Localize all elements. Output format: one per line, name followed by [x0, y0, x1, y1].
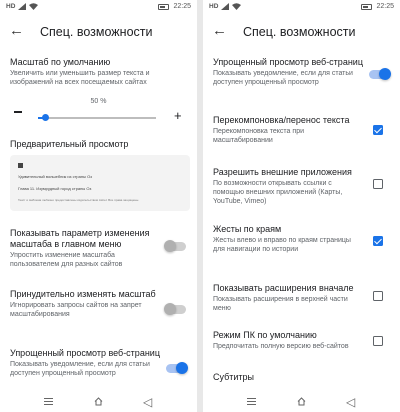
menu-lines-icon[interactable]	[247, 398, 256, 405]
wifi-icon	[232, 3, 241, 10]
app-bar	[0, 18, 197, 46]
setting-edge-gestures[interactable]	[213, 224, 393, 254]
home-icon[interactable]	[297, 397, 306, 406]
setting-title: Показывать параметр изменения масштаба в главном меню	[10, 228, 150, 249]
setting-subtitle: Показывать уведомление, если для статьи доступен упрощенный просмотр	[213, 70, 353, 86]
setting-subtitle: Игнорировать запросы сайтов на запрет масштабирования	[10, 302, 142, 318]
navigation-bar	[0, 392, 197, 412]
simplified-view-toggle[interactable]	[369, 70, 389, 79]
battery-icon	[158, 4, 169, 10]
zoom-setting	[10, 57, 190, 87]
setting-subtitle: Показывать уведомление, если для статьи доступен упрощенный просмотр	[10, 361, 150, 377]
toggle-knob	[379, 68, 391, 80]
zoom-title: Масштаб по умолчанию	[10, 57, 111, 67]
text-reflow-checkbox[interactable]	[373, 125, 383, 135]
signal-icon	[221, 3, 229, 10]
setting-subtitles[interactable]	[213, 372, 393, 383]
page-title: Спец. возможности	[40, 25, 153, 39]
text-preview-card	[10, 155, 190, 211]
network-type: HD	[209, 3, 219, 10]
desktop-mode-checkbox[interactable]	[373, 336, 383, 346]
battery-icon	[361, 4, 372, 10]
setting-title: Упрощенный просмотр веб-страниц	[213, 57, 363, 67]
setting-extensions-first[interactable]	[213, 283, 393, 313]
back-arrow-icon[interactable]: ←	[9, 22, 24, 39]
back-arrow-icon[interactable]: ←	[212, 22, 227, 39]
edge-gestures-checkbox[interactable]	[373, 236, 383, 246]
setting-title: Упрощенный просмотр веб-страниц	[10, 348, 160, 358]
setting-simplified-view[interactable]	[10, 348, 190, 378]
setting-text-reflow[interactable]	[213, 115, 393, 145]
setting-external-apps[interactable]	[213, 167, 393, 206]
setting-subtitle: По возможности открывать ссылки с помощью внешних приложений (Карты, YouTube, Vimeo)	[213, 180, 343, 205]
setting-title: Жесты по краям	[213, 224, 282, 234]
preview-title: Предварительный просмотр	[10, 139, 129, 149]
setting-simplified-view[interactable]	[213, 57, 393, 87]
setting-subtitle: Жесты влево и вправо по краям страницы для навигации по истории	[213, 237, 351, 253]
zoom-slider[interactable]	[38, 117, 156, 119]
setting-title: Разрешить внешние приложения	[213, 167, 352, 177]
right-screen	[203, 0, 400, 412]
network-type: HD	[6, 3, 16, 10]
signal-icon	[18, 3, 26, 10]
zoom-minus-button[interactable]	[14, 111, 22, 113]
external-apps-checkbox[interactable]	[373, 179, 383, 189]
zoom-value: 50 %	[90, 98, 107, 105]
toggle-knob	[164, 303, 176, 315]
force-zoom-toggle[interactable]	[166, 305, 186, 314]
menu-lines-icon[interactable]	[44, 398, 53, 405]
setting-subtitle: Перекомпоновка текста при масштабировании	[213, 128, 304, 144]
setting-subtitle: Упростить изменение масштаба пользователем для разных сайтов	[10, 252, 123, 268]
clock: 22:25	[376, 3, 394, 10]
setting-title: Перекомпоновка/перенос текста	[213, 115, 350, 125]
zoom-slider-thumb[interactable]	[42, 114, 49, 121]
status-bar	[203, 0, 400, 16]
toggle-knob	[176, 362, 188, 374]
preview-note: Текст и эмблема любезно предоставлены издательством Astrel. Все права защищены.	[18, 198, 140, 202]
setting-zoom-in-menu[interactable]	[10, 228, 190, 269]
extensions-first-checkbox[interactable]	[373, 291, 383, 301]
triangle-back-icon[interactable]: ◁	[346, 395, 356, 409]
triangle-back-icon[interactable]: ◁	[143, 395, 153, 409]
zoom-in-menu-toggle[interactable]	[166, 242, 186, 251]
setting-subtitle: Предпочитать полную версию веб-сайтов	[213, 343, 349, 350]
zoom-plus-button[interactable]: +	[174, 108, 182, 123]
setting-desktop-mode[interactable]	[213, 330, 393, 351]
setting-title: Показывать расширения вначале	[213, 283, 354, 293]
app-bar	[203, 18, 400, 46]
setting-subtitle: Показывать расширения в верхней части меню	[213, 296, 348, 312]
book-icon	[18, 163, 23, 168]
setting-title: Принудительно изменять масштаб	[10, 289, 156, 299]
home-icon[interactable]	[94, 397, 103, 406]
simplified-view-toggle[interactable]	[166, 364, 186, 373]
left-screen	[0, 0, 197, 412]
preview-book-name: Удивительный волшебник из страны Оз	[18, 174, 93, 179]
status-bar	[0, 0, 197, 16]
zoom-subtitle: Увеличить или уменьшить размер текста и изображений на всех посещаемых сайтах	[10, 70, 150, 86]
setting-title: Субтитры	[213, 372, 255, 382]
preview-section	[10, 139, 190, 150]
toggle-knob	[164, 240, 176, 252]
setting-force-zoom[interactable]	[10, 289, 190, 319]
preview-chapter: Глава 11. Изумрудный город страны Оз	[18, 186, 92, 191]
setting-title: Режим ПК по умолчанию	[213, 330, 317, 340]
navigation-bar	[203, 392, 400, 412]
clock: 22:25	[173, 3, 191, 10]
wifi-icon	[29, 3, 38, 10]
page-title: Спец. возможности	[243, 25, 356, 39]
